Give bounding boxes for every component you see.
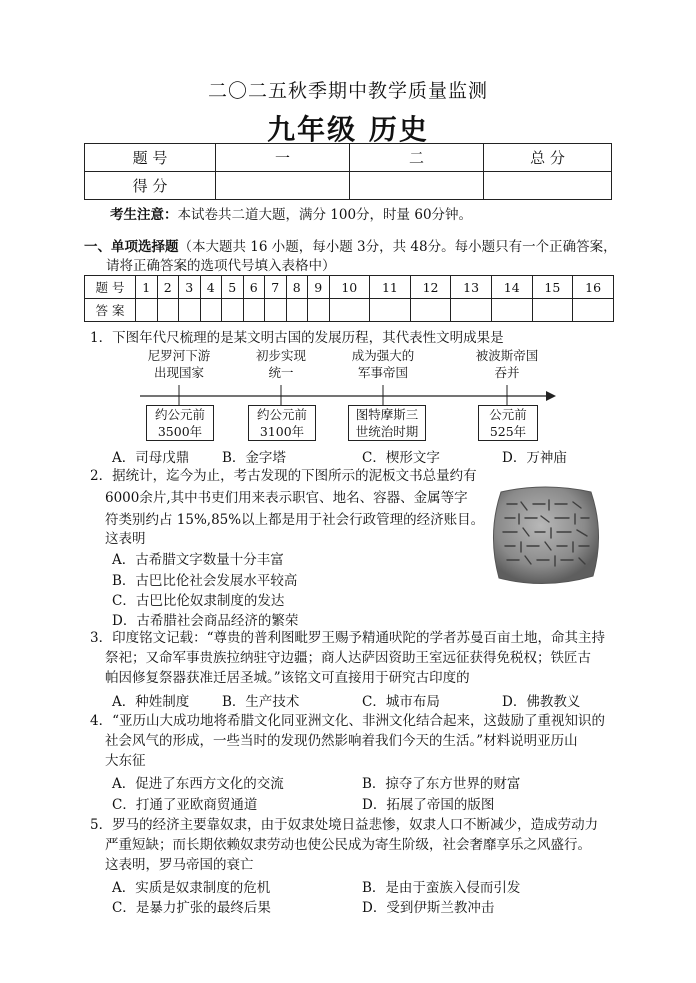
- score-header-cell: 总 分: [484, 144, 612, 172]
- timeline-event-text: 吞并: [494, 365, 520, 380]
- question-1-stem: 1．下图年代尺梳理的是某文明古国的发展历程，其代表性文明成果是: [90, 330, 504, 346]
- answer-number-cell: 12: [410, 276, 451, 299]
- question-5-line: 这表明，罗马帝国的衰亡: [105, 857, 254, 873]
- answer-cell[interactable]: [573, 299, 614, 322]
- answer-cell[interactable]: [286, 299, 308, 322]
- answer-cell[interactable]: [243, 299, 265, 322]
- q1-option-d[interactable]: D．万神庙: [502, 450, 567, 466]
- section-title: 一、单项选择题: [84, 239, 179, 255]
- answer-label-cell: 答 案: [85, 299, 136, 322]
- score-cell[interactable]: [484, 172, 612, 200]
- q5-option-a[interactable]: A．实质是奴隶制度的危机: [112, 880, 271, 896]
- answer-cell[interactable]: [451, 299, 492, 322]
- question-4-line: 社会风气的形成，一些当时的发现仍然影响着我们今天的生活。”材料说明亚历山: [105, 733, 578, 749]
- table-row: [85, 172, 612, 200]
- q4-option-d[interactable]: D．拓展了帝国的版图: [362, 797, 495, 813]
- timeline-date-text: 图特摩斯三: [355, 407, 419, 422]
- answer-cell[interactable]: [136, 299, 158, 322]
- answer-number-cell: 5: [222, 276, 244, 299]
- question-4-line: 4．“亚历山大成功地将希腊文化同亚洲文化、非洲文化结合起来，这鼓励了重视知识的: [90, 713, 605, 729]
- timeline-date-text: 约公元前: [256, 407, 307, 422]
- score-header-cell: 二: [350, 144, 484, 172]
- timeline-date-text: 3100年: [259, 424, 305, 439]
- q5-option-b[interactable]: B．是由于蛮族入侵而引发: [362, 880, 521, 896]
- notice-text: 本试卷共二道大题，满分 100分，时量 60分钟。: [177, 207, 473, 223]
- question-2-line: 这表明: [105, 531, 146, 547]
- answer-number-cell: 16: [573, 276, 614, 299]
- answer-number-cell: 1: [136, 276, 158, 299]
- answer-number-cell: 11: [370, 276, 411, 299]
- answer-cell[interactable]: [157, 299, 179, 322]
- timeline-date-text: 公元前: [489, 407, 527, 422]
- table-row: [85, 144, 612, 172]
- answer-cell[interactable]: [491, 299, 532, 322]
- answer-number-cell: 2: [157, 276, 179, 299]
- question-5-line: 5．罗马的经济主要靠奴隶，由于奴隶处境日益悲惨，奴隶人口不断减少，造成劳动力: [90, 817, 599, 833]
- answer-number-cell: 15: [532, 276, 573, 299]
- q3-option-d[interactable]: D．佛教教义: [502, 694, 581, 710]
- timeline-event-label: [343, 347, 423, 381]
- answer-number-cell: 10: [329, 276, 370, 299]
- q2-option-d[interactable]: D．古希腊社会商品经济的繁荣: [112, 613, 299, 629]
- timeline-date-box: [348, 405, 426, 441]
- score-cell[interactable]: [216, 172, 350, 200]
- timeline-date-text: 世统治时期: [355, 424, 419, 439]
- answer-cell[interactable]: [329, 299, 370, 322]
- answer-number-cell: 4: [200, 276, 222, 299]
- answer-cell[interactable]: [200, 299, 222, 322]
- timeline-event-text: 出现国家: [153, 365, 204, 380]
- q4-option-c[interactable]: C．打通了亚欧商贸通道: [112, 797, 258, 813]
- timeline-event-text: 统一: [268, 365, 294, 380]
- answer-cell[interactable]: [532, 299, 573, 322]
- section-desc-2: 请将正确答案的选项代号填入表格中）: [106, 258, 336, 274]
- q3-option-b[interactable]: B．生产技术: [222, 694, 300, 710]
- timeline-event-text: 被波斯帝国: [475, 348, 539, 363]
- question-2-line: 2．据统计，迄今为止，考古发现的下图所示的泥板文书总量约有: [90, 468, 477, 484]
- answer-header-cell: 题 号: [85, 276, 136, 299]
- answer-number-cell: 8: [286, 276, 308, 299]
- q4-option-b[interactable]: B．掠夺了东方世界的财富: [362, 776, 521, 792]
- timeline-event-text: 军事帝国: [357, 365, 408, 380]
- question-4-line: 大东征: [105, 753, 146, 769]
- answer-cell[interactable]: [410, 299, 451, 322]
- exam-notice: [110, 203, 472, 223]
- q5-option-c[interactable]: C．是暴力扩张的最终后果: [112, 900, 271, 916]
- question-3-line: 祭祀；又命军事贵族拉纳驻守边疆；商人达萨因资助王室远征获得免税权；铁匠古: [105, 650, 591, 666]
- timeline-event-label: [467, 347, 547, 381]
- question-5-line: 严重短缺；而长期依赖奴隶劳动也使公民成为寄生阶级，社会奢靡享乐之风盛行。: [105, 837, 591, 853]
- timeline-event-text: 尼罗河下游: [147, 348, 211, 363]
- score-label-cell: 得 分: [85, 172, 216, 200]
- timeline-event-text: 初步实现: [255, 348, 306, 363]
- q1-option-b[interactable]: B．金字塔: [222, 450, 286, 466]
- answer-number-cell: 6: [243, 276, 265, 299]
- score-header-cell: 一: [216, 144, 350, 172]
- answer-cell[interactable]: [265, 299, 287, 322]
- table-row: [85, 276, 614, 299]
- timeline-date-text: 约公元前: [154, 407, 205, 422]
- q1-option-a[interactable]: A．司母戊鼎: [112, 450, 190, 466]
- question-2-line: 6000余片,其中书吏们用来表示职官、地名、容器、金属等字: [105, 490, 468, 506]
- score-header-cell: 题 号: [85, 144, 216, 172]
- answer-cell[interactable]: [370, 299, 411, 322]
- answer-number-cell: 13: [451, 276, 492, 299]
- section-desc-1: （本大题共 16 小题，每小题 3分，共 48分。每小题只有一个正确答案，: [178, 239, 617, 255]
- answer-number-cell: 7: [265, 276, 287, 299]
- answer-number-cell: 9: [308, 276, 330, 299]
- answer-number-cell: 14: [491, 276, 532, 299]
- question-3-line: 3．印度铭文记载：“尊贵的普利图毗罗王赐予精通吠陀的学者苏曼百亩土地，命其主持: [90, 630, 605, 646]
- q4-option-a[interactable]: A．促进了东西方文化的交流: [112, 776, 284, 792]
- score-cell[interactable]: [350, 172, 484, 200]
- q5-option-d[interactable]: D．受到伊斯兰教冲击: [362, 900, 495, 916]
- table-row: [85, 299, 614, 322]
- q2-option-c[interactable]: C．古巴比伦奴隶制度的发达: [112, 593, 285, 609]
- timeline-date-text: 525年: [489, 424, 527, 439]
- exam-title: 二〇二五秋季期中教学质量监测: [207, 80, 488, 102]
- timeline-event-label: [139, 347, 219, 381]
- section-heading: [84, 238, 644, 276]
- question-3-line: 帕因修复祭器获准迁居圣城。”该铭文可直接用于研究古印度的: [105, 670, 470, 686]
- question-2-line: 符类别约占 15%,85%以上都是用于社会行政管理的经济账目。: [105, 512, 485, 528]
- timeline-date-box: [478, 405, 538, 441]
- notice-label: 考生注意：: [110, 207, 178, 223]
- answer-cell[interactable]: [179, 299, 201, 322]
- timeline-event-label: [241, 347, 321, 381]
- timeline-event-text: 成为强大的: [351, 348, 415, 363]
- timeline: [136, 347, 556, 442]
- q2-option-b[interactable]: B．古巴比伦社会发展水平较高: [112, 573, 298, 589]
- q3-option-a[interactable]: A．种姓制度: [112, 694, 190, 710]
- q2-option-a[interactable]: A．古希腊文字数量十分丰富: [112, 552, 284, 568]
- timeline-date-text: 3500年: [157, 424, 203, 439]
- answer-number-cell: 3: [179, 276, 201, 299]
- answer-cell[interactable]: [222, 299, 244, 322]
- subject-title: 九年级 历史: [267, 113, 429, 146]
- score-table: [84, 143, 612, 200]
- q1-option-c[interactable]: C．楔形文字: [362, 450, 440, 466]
- timeline-date-box: [248, 405, 316, 441]
- q3-option-c[interactable]: C．城市布局: [362, 694, 440, 710]
- clay-tablet-image: [487, 482, 605, 588]
- timeline-date-box: [146, 405, 214, 441]
- answer-table: [84, 275, 614, 322]
- answer-cell[interactable]: [308, 299, 330, 322]
